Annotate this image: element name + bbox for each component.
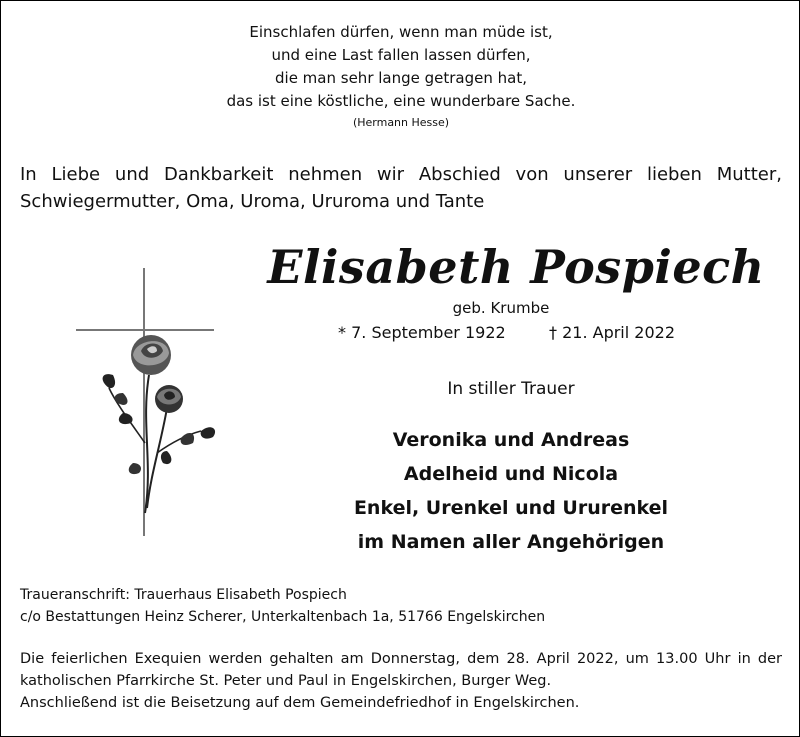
birth-date: * 7. September 1922	[338, 323, 506, 342]
poem	[1, 21, 800, 133]
mourner-list	[331, 423, 691, 559]
poem-line: Einschlafen dürfen, wenn man müde ist,	[249, 23, 553, 41]
mourner-line: im Namen aller Angehörigen	[357, 531, 665, 553]
deceased-name: Elisabeth Pospiech	[267, 240, 765, 294]
death-date: † 21. April 2022	[549, 323, 675, 342]
mourner-line: Enkel, Urenkel und Ururenkel	[353, 497, 669, 519]
intro-text: In Liebe und Dankbarkeit nehmen wir Abschied von unserer lieben Mutter, Schwiegermutter, Oma, Uroma, Ururoma und Tante	[20, 164, 782, 212]
poem-line: die man sehr lange getragen hat,	[275, 69, 527, 87]
poem-source: (Hermann Hesse)	[352, 116, 450, 129]
burial-paragraph: Anschließend ist die Beisetzung auf dem Gemeindefriedhof in Engelskirchen.	[20, 695, 580, 711]
service-info	[20, 648, 782, 714]
address-line: c/o Bestattungen Heinz Scherer, Unterkaltenbach 1a, 51766 Engelskirchen	[20, 609, 546, 625]
born-name: geb. Krumbe	[452, 299, 550, 317]
service-paragraph: Die feierlichen Exequien werden gehalten am Donnerstag, dem 28. April 2022, um 13.00 Uhr in der katholischen Pfarrkirche St. Peter und Paul in Engelskirchen, Burger Weg.	[20, 651, 782, 689]
mourning-address	[20, 584, 545, 628]
address-line: Traueranschrift: Trauerhaus Elisabeth Pospiech	[20, 587, 347, 603]
poem-line: das ist eine köstliche, eine wunderbare Sache.	[226, 92, 576, 110]
mourner-line: Adelheid und Nicola	[403, 463, 619, 485]
cross-with-roses-icon	[71, 263, 221, 543]
mourning-heading: In stiller Trauer	[447, 379, 575, 399]
mourner-line: Veronika und Andreas	[392, 429, 630, 451]
poem-line: und eine Last fallen lassen dürfen,	[271, 46, 531, 64]
